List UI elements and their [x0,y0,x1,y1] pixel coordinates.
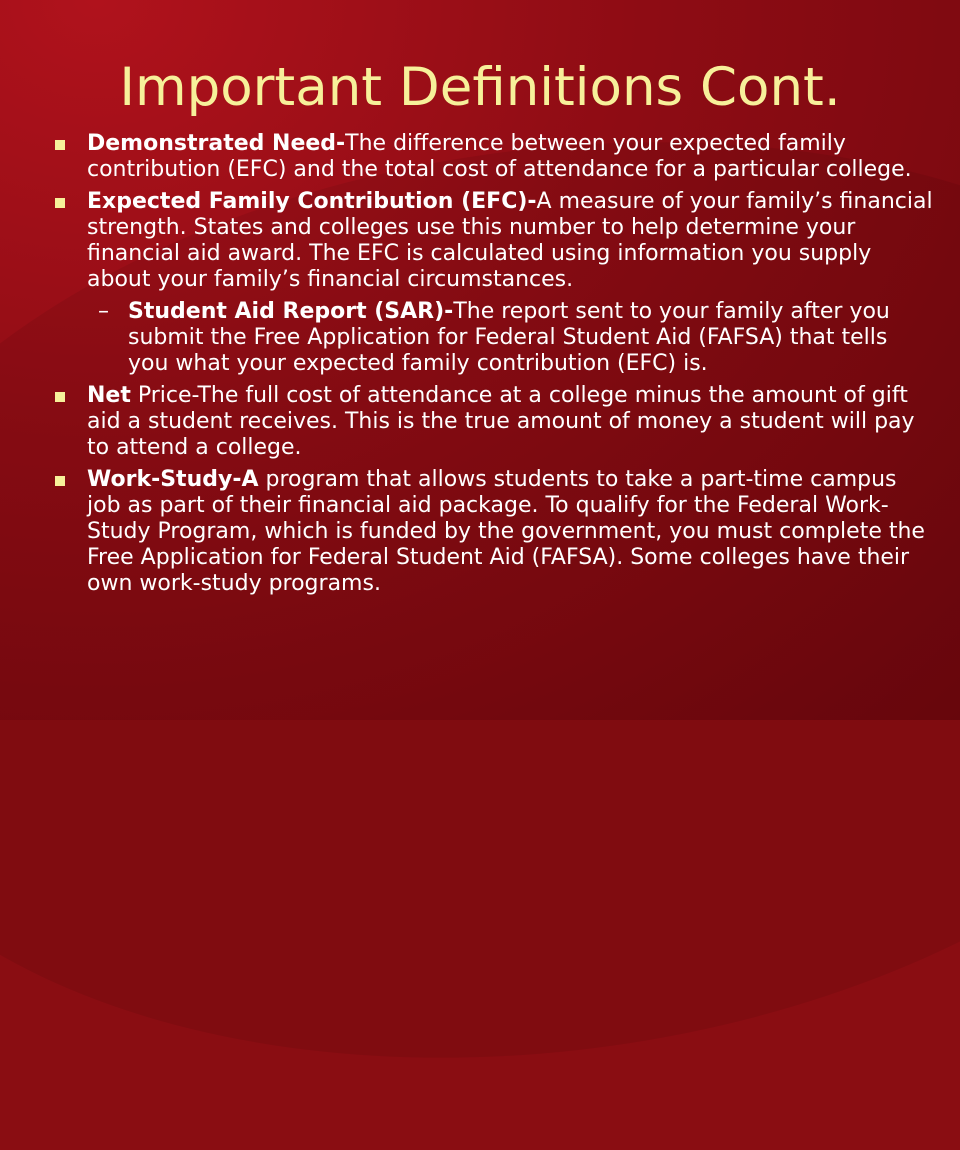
square-bullet-icon [55,198,65,208]
definition-net-price [53,383,933,461]
term: Student Aid Report (SAR)- [128,299,454,324]
definition: Price-The full cost of attendance at a college minus the amount of gift aid a student receives. This is the true amount of money a student will pay to attend a college. [87,383,915,460]
dash-bullet-icon: – [98,299,109,324]
definition: program that allows students to take a part-time campus job as part of their financial aid package. To qualify for the Federal Work-Study Program, which is funded by the government, you must complete the Free Application for Federal Student Aid (FAFSA). Some colleges have their own work-study programs. [87,467,925,596]
definition-sar [53,299,933,377]
definition-efc [53,189,933,293]
term: Expected Family Contribution (EFC)- [87,189,537,214]
term: Work-Study-A [87,467,259,492]
square-bullet-icon [55,392,65,402]
definition: The report sent to your family after you submit the Free Application for Federal Student Aid (FAFSA) that tells you what your expected family contribution (EFC) is. [128,299,890,376]
definition-work-study [53,467,933,597]
definition: A measure of your family’s financial strength. States and colleges use this number to help determine your financial aid award. The EFC is calculated using information you supply about your family’s financial circumstances. [87,189,933,292]
slide-title: Important Definitions Cont. [119,57,841,118]
term: Net [87,383,131,408]
square-bullet-icon [55,476,65,486]
definition-demonstrated-need [53,131,933,183]
definition: The difference between your expected family contribution (EFC) and the total cost of attendance for a particular college. [87,131,912,182]
square-bullet-icon [55,140,65,150]
term: Demonstrated Need- [87,131,346,156]
slide-content [53,131,933,603]
